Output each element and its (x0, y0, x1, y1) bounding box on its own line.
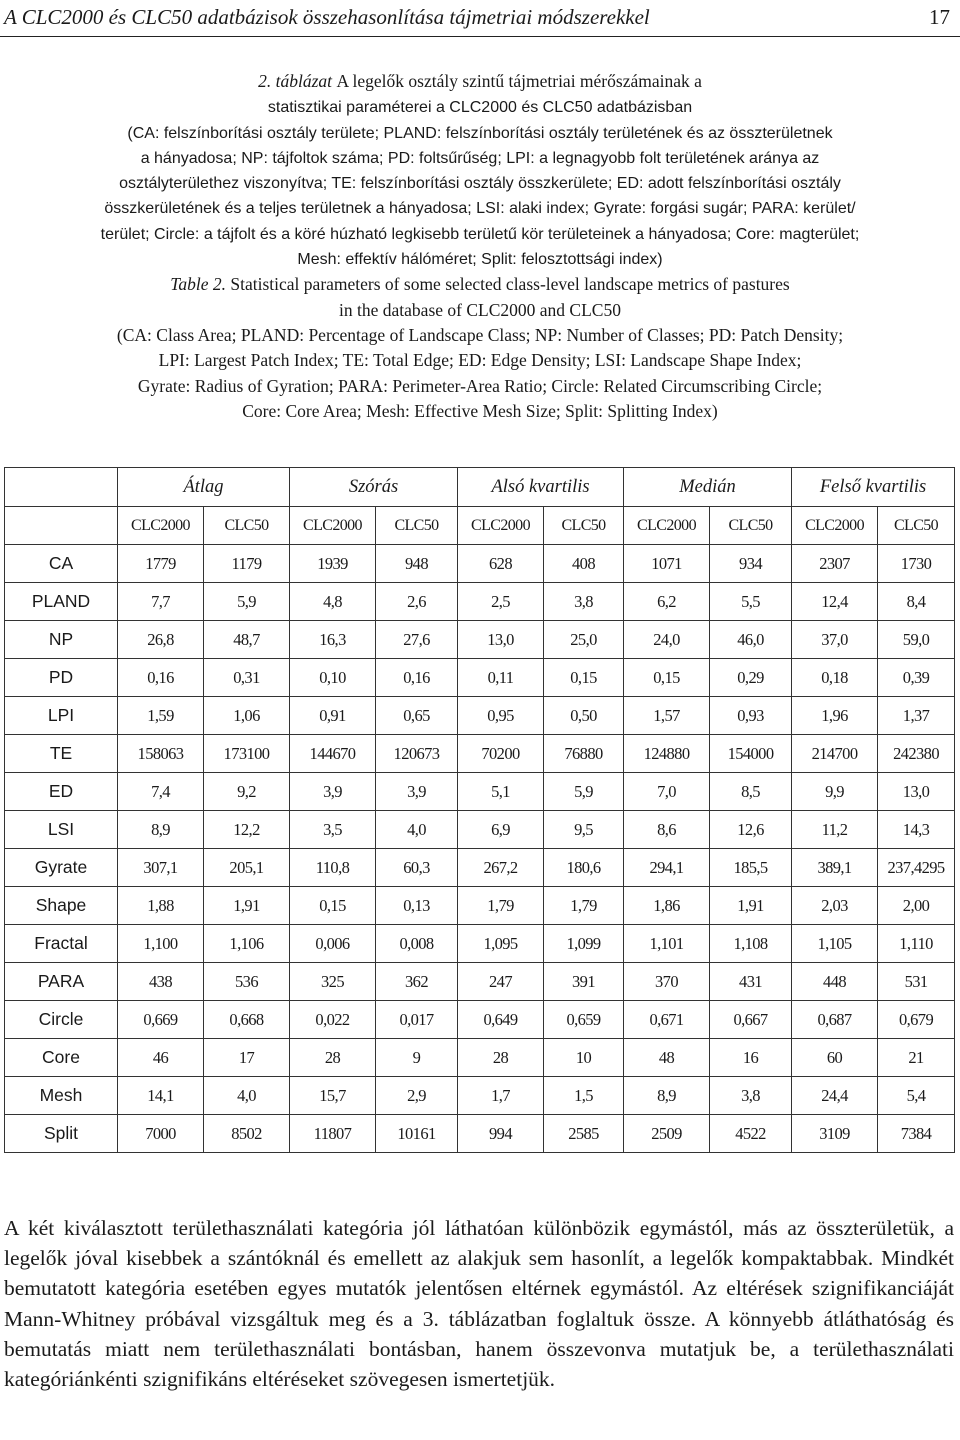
table-cell: 205,1 (204, 849, 290, 887)
table-cell: 0,95 (458, 697, 544, 735)
table-cell: 5,5 (710, 583, 792, 621)
table-cell: 0,668 (204, 1001, 290, 1039)
table-cell: 7,0 (624, 773, 710, 811)
table-cell: 0,017 (376, 1001, 458, 1039)
table-subheader-row (5, 507, 955, 545)
table-cell: 173100 (204, 735, 290, 773)
caption-hu-line: terület; Circle: a tájfolt és a köré húzható legkisebb területű kör területeinek a hányadosa; Core: magterület; (100, 225, 860, 243)
table-cell: 7000 (118, 1115, 204, 1153)
table-cell: 5,9 (204, 583, 290, 621)
table-cell: 4,0 (376, 811, 458, 849)
table-cell: 0,93 (710, 697, 792, 735)
table-row (5, 887, 955, 925)
table-cell: 0,671 (624, 1001, 710, 1039)
table-cell: 9 (376, 1039, 458, 1077)
table-cell: 28 (458, 1039, 544, 1077)
table-cell: 48,7 (204, 621, 290, 659)
table-cell: 3,5 (290, 811, 376, 849)
caption-en-label: Table 2. (170, 274, 227, 295)
caption-en-line: LPI: Largest Patch Index; TE: Total Edge; ED: Edge Density; LSI: Landscape Shape Index; (158, 350, 802, 371)
table-row (5, 659, 955, 697)
table-cell: 0,687 (792, 1001, 878, 1039)
caption-en-line: Gyrate: Radius of Gyration; PARA: Perimeter-Area Ratio; Circle: Related Circumscribing Circle; (137, 375, 823, 396)
table-cell: 1,59 (118, 697, 204, 735)
table-cell: 14,1 (118, 1077, 204, 1115)
table-row (5, 1077, 955, 1115)
column-subheader: CLC50 (376, 507, 458, 545)
table-cell: 48 (624, 1039, 710, 1077)
caption-hu-line: összkerületének és a teljes területnek a hányadosa; LSI: alaki index; Gyrate: forgási sugár; PARA: kerület/ (104, 200, 856, 218)
table-cell: 8,9 (624, 1077, 710, 1115)
table-cell: 9,5 (544, 811, 624, 849)
table-cell: 0,669 (118, 1001, 204, 1039)
table-cell: 0,29 (710, 659, 792, 697)
table-cell: 24,4 (792, 1077, 878, 1115)
caption-hu-line: Mesh: effektív hálóméret; Split: felosztottsági index) (297, 251, 663, 269)
column-subheader: CLC2000 (624, 507, 710, 545)
table-cell: 2,6 (376, 583, 458, 621)
table-cell: 3,9 (290, 773, 376, 811)
caption-hu-lines (4, 95, 956, 272)
table-cell: 28 (290, 1039, 376, 1077)
row-label: Fractal (5, 925, 118, 963)
table-cell: 8,5 (710, 773, 792, 811)
table-cell: 0,18 (792, 659, 878, 697)
page-number: 17 (929, 5, 950, 29)
table-row (5, 849, 955, 887)
table-cell: 12,2 (204, 811, 290, 849)
table-row (5, 1115, 955, 1153)
running-title: A CLC2000 és CLC50 adatbázisok összehasonlítása tájmetriai módszerekkel (4, 5, 650, 29)
table-cell: 3,8 (710, 1077, 792, 1115)
table-cell: 0,16 (376, 659, 458, 697)
table-cell: 9,2 (204, 773, 290, 811)
table-cell: 144670 (290, 735, 376, 773)
table-cell: 1179 (204, 545, 290, 583)
table-cell: 294,1 (624, 849, 710, 887)
caption-hu-first-line (4, 69, 956, 95)
table-cell: 17 (204, 1039, 290, 1077)
table-cell: 1,86 (624, 887, 710, 925)
table-cell: 1,37 (878, 697, 955, 735)
table-cell: 11807 (290, 1115, 376, 1153)
table-cell: 1,96 (792, 697, 878, 735)
caption-hu-title: A legelők osztály szintű tájmetriai mérőszámainak a (336, 71, 702, 91)
row-label: PD (5, 659, 118, 697)
row-label: Split (5, 1115, 118, 1153)
column-group-header: Szórás (290, 468, 458, 507)
column-subheader: CLC2000 (118, 507, 204, 545)
table-cell: 70200 (458, 735, 544, 773)
column-group-header: Alsó kvartilis (458, 468, 624, 507)
caption-hu-line: (CA: felszínborítási osztály területe; PLAND: felszínborítási osztály területének és az összterületnek (127, 124, 833, 142)
column-subheader: CLC50 (204, 507, 290, 545)
table-cell: 391 (544, 963, 624, 1001)
table-cell: 154000 (710, 735, 792, 773)
table-cell: 13,0 (878, 773, 955, 811)
table-cell: 1,7 (458, 1077, 544, 1115)
table-cell: 15,7 (290, 1077, 376, 1115)
table-row (5, 773, 955, 811)
table-cell: 0,91 (290, 697, 376, 735)
table-cell: 59,0 (878, 621, 955, 659)
table-cell: 8,4 (878, 583, 955, 621)
table-cell: 46,0 (710, 621, 792, 659)
table-cell: 1939 (290, 545, 376, 583)
caption-en-line: (CA: Class Area; PLAND: Percentage of Landscape Class; NP: Number of Classes; PD: Patch Density; (116, 324, 844, 345)
table-cell: 2,9 (376, 1077, 458, 1115)
table-cell: 8,9 (118, 811, 204, 849)
table-cell: 1,101 (624, 925, 710, 963)
row-label: TE (5, 735, 118, 773)
caption-en-lines (4, 298, 956, 424)
table-cell: 4,8 (290, 583, 376, 621)
table-cell: 1,106 (204, 925, 290, 963)
table-cell: 307,1 (118, 849, 204, 887)
caption-hu-line: a hányadosa; NP: tájfoltok száma; PD: foltsűrűség; LPI: a legnagyobb folt területének aránya az (140, 149, 820, 167)
row-label: PARA (5, 963, 118, 1001)
table-cell: 1,06 (204, 697, 290, 735)
table-cell: 0,10 (290, 659, 376, 697)
table-body (5, 468, 955, 1153)
table-cell: 1,91 (204, 887, 290, 925)
body-paragraph: A két kiválasztott területhasználati kategória jól láthatóan különbözik egymástól, más az összterületük, a legelők jóval kisebbek a szántóknál és emellett az alakjuk sem hasonlít, a legelők kompaktabbak. Mindkét bemutatott kategória esetében egyes mutatók jelentősen eltérnek egymástól. Az eltérések szignifikanciáját Mann-Whitney próbával vizsgáltuk meg és a 3. táblázatban foglaltuk össze. A könnyebb átláthatóság és bemutatás miatt nem területhasználati bontásban, hanem összevonva mutatjuk be, a területhasználati kategóriánkénti szignifikáns eltéréseket szövegesen ismertetjük. (4, 1216, 954, 1392)
table-corner-cell (5, 507, 118, 545)
table-cell: 37,0 (792, 621, 878, 659)
table-cell: 0,16 (118, 659, 204, 697)
table-row (5, 1039, 955, 1077)
table-cell: 11,2 (792, 811, 878, 849)
table-cell: 362 (376, 963, 458, 1001)
row-label: ED (5, 773, 118, 811)
header-rule (0, 36, 960, 37)
table-header-row (5, 468, 955, 507)
body-text (4, 1213, 954, 1394)
table-cell: 1,095 (458, 925, 544, 963)
table-cell: 389,1 (792, 849, 878, 887)
table-cell: 16 (710, 1039, 792, 1077)
table-cell: 21 (878, 1039, 955, 1077)
table-cell: 2,03 (792, 887, 878, 925)
table-cell: 4522 (710, 1115, 792, 1153)
row-label: NP (5, 621, 118, 659)
table-cell: 448 (792, 963, 878, 1001)
table-cell: 0,679 (878, 1001, 955, 1039)
table-caption (4, 69, 956, 424)
table-cell: 531 (878, 963, 955, 1001)
column-subheader: CLC2000 (290, 507, 376, 545)
table-cell: 10 (544, 1039, 624, 1077)
table-cell: 994 (458, 1115, 544, 1153)
table-cell: 158063 (118, 735, 204, 773)
table-cell: 13,0 (458, 621, 544, 659)
table-cell: 0,31 (204, 659, 290, 697)
table-cell: 242380 (878, 735, 955, 773)
row-label: CA (5, 545, 118, 583)
table-cell: 0,008 (376, 925, 458, 963)
table-cell: 60 (792, 1039, 878, 1077)
caption-en-first-line (4, 272, 956, 297)
table-cell: 7,7 (118, 583, 204, 621)
table-cell: 185,5 (710, 849, 792, 887)
table-cell: 267,2 (458, 849, 544, 887)
table-row (5, 925, 955, 963)
column-group-header: Felső kvartilis (792, 468, 955, 507)
running-header (4, 2, 954, 32)
table-row (5, 1001, 955, 1039)
table-cell: 2585 (544, 1115, 624, 1153)
caption-en-line: Core: Core Area; Mesh: Effective Mesh Size; Split: Splitting Index) (242, 400, 718, 421)
table-cell: 6,2 (624, 583, 710, 621)
table-cell: 1,79 (458, 887, 544, 925)
table-cell: 0,15 (544, 659, 624, 697)
table-cell: 14,3 (878, 811, 955, 849)
table-cell: 408 (544, 545, 624, 583)
table-cell: 16,3 (290, 621, 376, 659)
table-cell: 25,0 (544, 621, 624, 659)
row-label: Circle (5, 1001, 118, 1039)
table-cell: 0,15 (624, 659, 710, 697)
table-cell: 46 (118, 1039, 204, 1077)
row-label: LPI (5, 697, 118, 735)
table-cell: 0,649 (458, 1001, 544, 1039)
table-row (5, 583, 955, 621)
table-cell: 1,5 (544, 1077, 624, 1115)
table-cell: 1,91 (710, 887, 792, 925)
row-label: PLAND (5, 583, 118, 621)
table-cell: 180,6 (544, 849, 624, 887)
table-row (5, 545, 955, 583)
table-cell: 7384 (878, 1115, 955, 1153)
caption-hu-label: 2. táblázat (258, 71, 332, 91)
row-label: Core (5, 1039, 118, 1077)
column-subheader: CLC50 (544, 507, 624, 545)
table-cell: 6,9 (458, 811, 544, 849)
table-cell: 0,667 (710, 1001, 792, 1039)
table-cell: 325 (290, 963, 376, 1001)
table-cell: 934 (710, 545, 792, 583)
table-cell: 1779 (118, 545, 204, 583)
table-cell: 0,39 (878, 659, 955, 697)
table-cell: 0,006 (290, 925, 376, 963)
column-subheader: CLC2000 (458, 507, 544, 545)
table-cell: 2307 (792, 545, 878, 583)
table-cell: 536 (204, 963, 290, 1001)
table-cell: 8502 (204, 1115, 290, 1153)
table-row (5, 697, 955, 735)
table-cell: 124880 (624, 735, 710, 773)
table-row (5, 963, 955, 1001)
table-cell: 628 (458, 545, 544, 583)
table-cell: 948 (376, 545, 458, 583)
table-row (5, 621, 955, 659)
table-cell: 8,6 (624, 811, 710, 849)
column-subheader: CLC50 (710, 507, 792, 545)
table-cell: 1,79 (544, 887, 624, 925)
table-row (5, 735, 955, 773)
column-subheader: CLC50 (878, 507, 955, 545)
table-cell: 237,4295 (878, 849, 955, 887)
table-cell: 0,50 (544, 697, 624, 735)
table-cell: 110,8 (290, 849, 376, 887)
table-cell: 24,0 (624, 621, 710, 659)
table-cell: 247 (458, 963, 544, 1001)
table-row (5, 811, 955, 849)
column-group-header: Medián (624, 468, 792, 507)
row-label: LSI (5, 811, 118, 849)
table-cell: 2509 (624, 1115, 710, 1153)
table-cell: 10161 (376, 1115, 458, 1153)
table-cell: 1,57 (624, 697, 710, 735)
table-cell: 120673 (376, 735, 458, 773)
table-cell: 3,8 (544, 583, 624, 621)
table-cell: 5,4 (878, 1077, 955, 1115)
table-cell: 5,1 (458, 773, 544, 811)
table-cell: 76880 (544, 735, 624, 773)
row-label: Mesh (5, 1077, 118, 1115)
table-cell: 0,11 (458, 659, 544, 697)
table-cell: 60,3 (376, 849, 458, 887)
table-cell: 438 (118, 963, 204, 1001)
table-cell: 7,4 (118, 773, 204, 811)
table-cell: 0,022 (290, 1001, 376, 1039)
table-cell: 431 (710, 963, 792, 1001)
table-cell: 1,099 (544, 925, 624, 963)
table-cell: 27,6 (376, 621, 458, 659)
table-cell: 5,9 (544, 773, 624, 811)
table-cell: 26,8 (118, 621, 204, 659)
table-cell: 3,9 (376, 773, 458, 811)
row-label: Shape (5, 887, 118, 925)
table-cell: 12,4 (792, 583, 878, 621)
table-cell: 0,15 (290, 887, 376, 925)
caption-en-title: Statistical parameters of some selected class-level landscape metrics of pastures (230, 274, 790, 295)
table-cell: 214700 (792, 735, 878, 773)
metrics-table (4, 467, 955, 1153)
table-cell: 370 (624, 963, 710, 1001)
table-cell: 1,108 (710, 925, 792, 963)
column-group-header: Átlag (118, 468, 290, 507)
table-cell: 0,65 (376, 697, 458, 735)
table-cell: 1071 (624, 545, 710, 583)
row-label: Gyrate (5, 849, 118, 887)
table-cell: 0,659 (544, 1001, 624, 1039)
caption-hu-line: statisztikai paraméterei a CLC2000 és CLC50 adatbázisban (267, 99, 693, 117)
table-cell: 9,9 (792, 773, 878, 811)
table-cell: 12,6 (710, 811, 792, 849)
table-cell: 1,88 (118, 887, 204, 925)
table-cell: 1730 (878, 545, 955, 583)
table-cell: 1,110 (878, 925, 955, 963)
table-cell: 0,13 (376, 887, 458, 925)
table-cell: 2,00 (878, 887, 955, 925)
caption-hu-line: osztályterülethez viszonyítva; TE: felszínborítási osztály összkerülete; ED: adott felszínborítási osztály (119, 175, 841, 193)
table-cell: 1,100 (118, 925, 204, 963)
table-corner-cell (5, 468, 118, 507)
caption-en-line: in the database of CLC2000 and CLC50 (339, 299, 621, 320)
table-cell: 3109 (792, 1115, 878, 1153)
table-cell: 1,105 (792, 925, 878, 963)
table-cell: 2,5 (458, 583, 544, 621)
table-cell: 4,0 (204, 1077, 290, 1115)
column-subheader: CLC2000 (792, 507, 878, 545)
